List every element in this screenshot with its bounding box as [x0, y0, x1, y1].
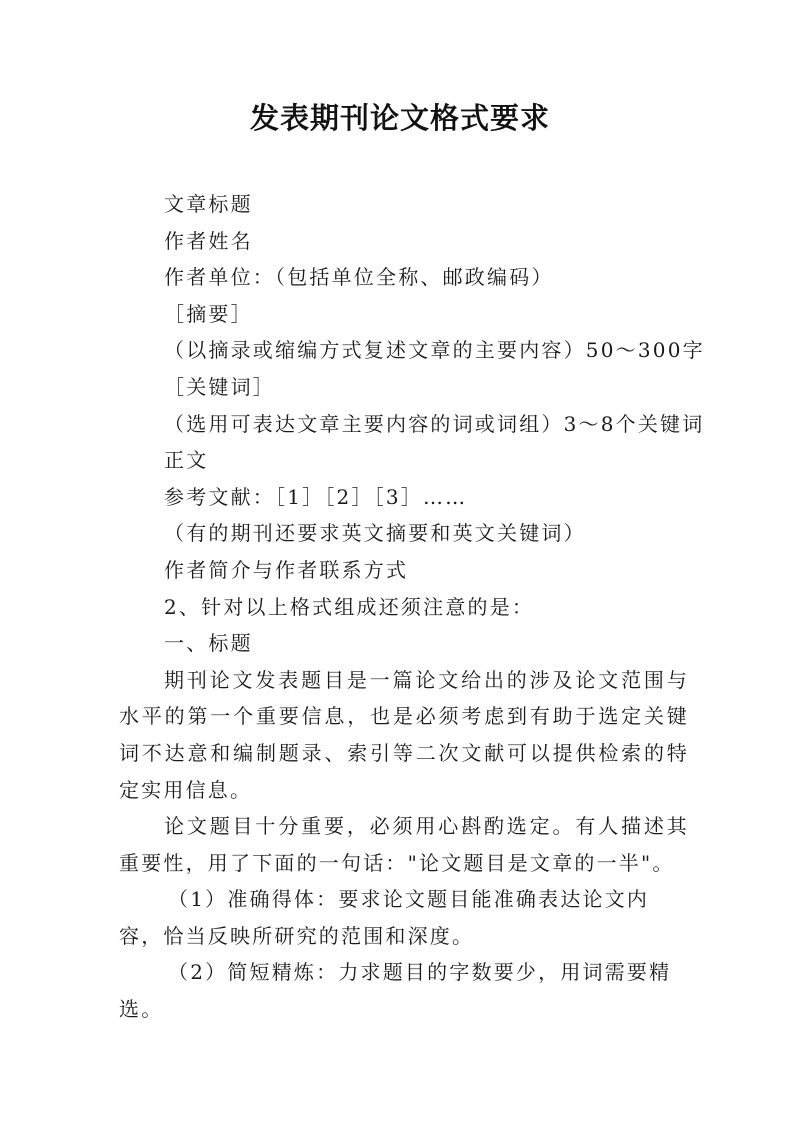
body-paragraph: 期刊论文发表题目是一篇论文给出的涉及论文范围与水平的第一个重要信息，也是必须考虑到有助于选定关键词不达意和编制题录、索引等二次文献可以提供检索的特定实用信息。 — [119, 667, 689, 802]
section-heading: 一、标题 — [164, 631, 253, 656]
list-line: 作者单位：（包括单位全称、邮政编码） — [164, 265, 554, 290]
body-paragraph: 论文题目十分重要，必须用心斟酌选定。有人描述其重要性，用了下面的一句话："论文题目是文章的一半"。 — [119, 814, 689, 875]
body-paragraph: （2）简短精炼：力求题目的字数要少，用词需要精选。 — [119, 960, 672, 1022]
list-line: 参考文献：［1］［2］［3］…… — [164, 484, 468, 509]
document-body — [119, 186, 705, 1028]
list-line: 作者姓名 — [164, 228, 253, 253]
body-paragraph: （1）准确得体：要求论文题目能准确表达论文内容，恰当反映所研究的范围和深度。 — [119, 887, 650, 948]
list-line: ［摘要］ — [164, 301, 253, 326]
list-line: 2、针对以上格式组成还须注意的是： — [164, 594, 535, 619]
list-line: （有的期刊还要求英文摘要和英文关键词） — [164, 521, 586, 546]
list-line: （选用可表达文章主要内容的词或词组）3～8个关键词 — [164, 411, 705, 436]
list-line: （以摘录或缩编方式复述文章的主要内容）50～300字 — [164, 338, 705, 363]
list-line: ［关键词］ — [164, 374, 275, 399]
list-line: 正文 — [164, 448, 209, 473]
list-line: 作者简介与作者联系方式 — [164, 557, 409, 582]
list-line: 文章标题 — [164, 192, 253, 216]
document-title: 发表期刊论文格式要求 — [249, 101, 550, 135]
